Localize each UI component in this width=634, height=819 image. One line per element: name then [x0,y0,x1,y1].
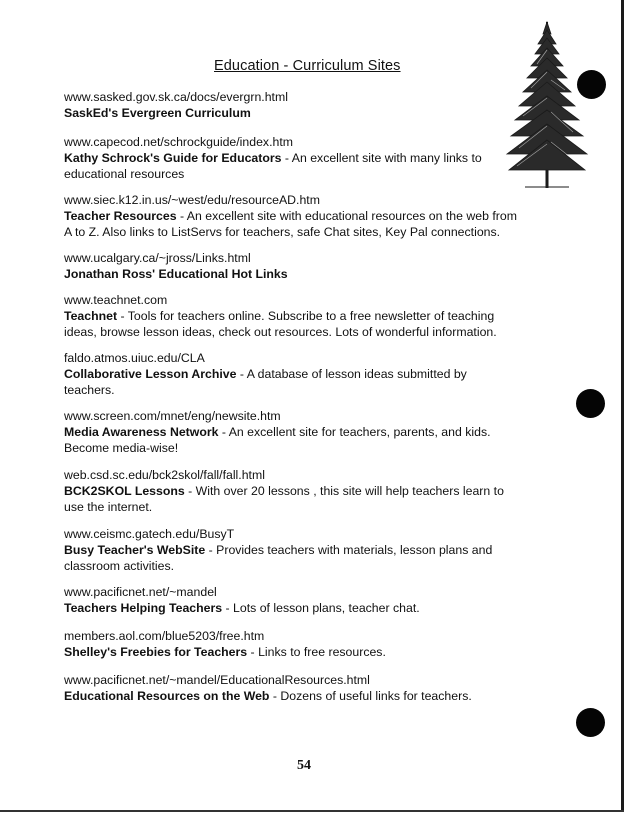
description-text: - An excellent site with educational resources on the web from [176,209,517,223]
site-description-line [64,166,544,182]
site-name: Educational Resources on the Web [64,689,270,703]
list-item [64,250,544,282]
description-text: Become media-wise! [64,441,179,455]
description-text: - An excellent site for teachers, parents, and kids. [218,425,491,439]
site-name: Kathy Schrock's Guide for Educators [64,151,282,165]
site-description-line [64,483,544,499]
site-name: Teachers Helping Teachers [64,601,223,615]
list-item [64,584,544,616]
list-item [64,526,544,574]
site-name: BCK2SKOL Lessons [64,484,185,498]
site-url: www.pacificnet.net/~mandel [64,585,217,599]
site-name: Jonathan Ross' Educational Hot Links [64,267,288,281]
site-description-line [64,366,544,382]
description-text: classroom activities. [64,559,175,573]
description-text: - Lots of lesson plans, teacher chat. [222,601,420,615]
description-text: - An excellent site with many links to [281,151,482,165]
description-text: - Provides teachers with materials, lesson plans and [205,543,493,557]
site-description-line [64,424,544,440]
site-description-line [64,105,544,121]
page-title: Education - Curriculum Sites [214,58,401,74]
site-url: www.sasked.gov.sk.ca/docs/evergrn.html [64,90,288,104]
list-item [64,467,544,515]
description-text: - With over 20 lessons , this site will help teachers learn to [184,484,504,498]
site-name: Teacher Resources [64,209,177,223]
site-description-line [64,224,544,240]
list-item [64,672,544,704]
site-url: www.ceismc.gatech.edu/BusyT [64,527,235,541]
site-description-line [64,499,544,515]
site-url: faldo.atmos.uiuc.edu/CLA [64,351,205,365]
site-url: www.screen.com/mnet/eng/newsite.htm [64,409,281,423]
site-description-line [64,208,544,224]
binder-hole-icon [577,70,606,99]
page-number: 54 [297,758,311,773]
description-text: - Tools for teachers online. Subscribe to a free newsletter of teaching [117,309,495,323]
description-text: - Dozens of useful links for teachers. [269,689,472,703]
site-description-line [64,440,544,456]
list-item [64,292,544,340]
site-name: Teachnet [64,309,118,323]
binder-hole-icon [576,389,605,418]
site-description-line [64,644,544,660]
site-description-line [64,150,544,166]
site-url: www.pacificnet.net/~mandel/EducationalResources.html [64,673,370,687]
site-url: www.teachnet.com [64,293,168,307]
site-url: www.siec.k12.in.us/~west/edu/resourceAD.htm [64,193,320,207]
description-text: teachers. [64,383,115,397]
site-description-line [64,308,544,324]
list-item [64,408,544,456]
description-text: educational resources [64,167,185,181]
binder-hole-icon [576,708,605,737]
site-name: Busy Teacher's WebSite [64,543,206,557]
site-description-line [64,382,544,398]
site-description-line [64,600,544,616]
list-item [64,134,544,182]
site-url: www.capecod.net/schrockguide/index.htm [64,135,293,149]
description-text: - A database of lesson ideas submitted by [236,367,467,381]
list-item [64,89,544,121]
site-description-line [64,688,544,704]
list-item [64,628,544,660]
site-description-line [64,558,544,574]
site-url: web.csd.sc.edu/bck2skol/fall/fall.html [64,468,265,482]
site-name: Media Awareness Network [64,425,219,439]
site-url: www.ucalgary.ca/~jross/Links.html [64,251,251,265]
description-text: use the internet. [64,500,153,514]
site-name: Collaborative Lesson Archive [64,367,237,381]
list-item [64,350,544,398]
site-name: SaskEd's Evergreen Curriculum [64,106,251,120]
list-item [64,192,544,240]
description-text: - Links to free resources. [247,645,386,659]
site-description-line [64,324,544,340]
page-edge-right [621,0,624,812]
description-text: A to Z. Also links to ListServs for teachers, safe Chat sites, Key Pal connections. [64,225,501,239]
site-name: Shelley's Freebies for Teachers [64,645,248,659]
description-text: ideas, browse lesson ideas, check out resources. Lots of wonderful information. [64,325,497,339]
page-edge-bottom [0,810,624,812]
site-description-line [64,266,544,282]
site-description-line [64,542,544,558]
site-url: members.aol.com/blue5203/free.htm [64,629,265,643]
